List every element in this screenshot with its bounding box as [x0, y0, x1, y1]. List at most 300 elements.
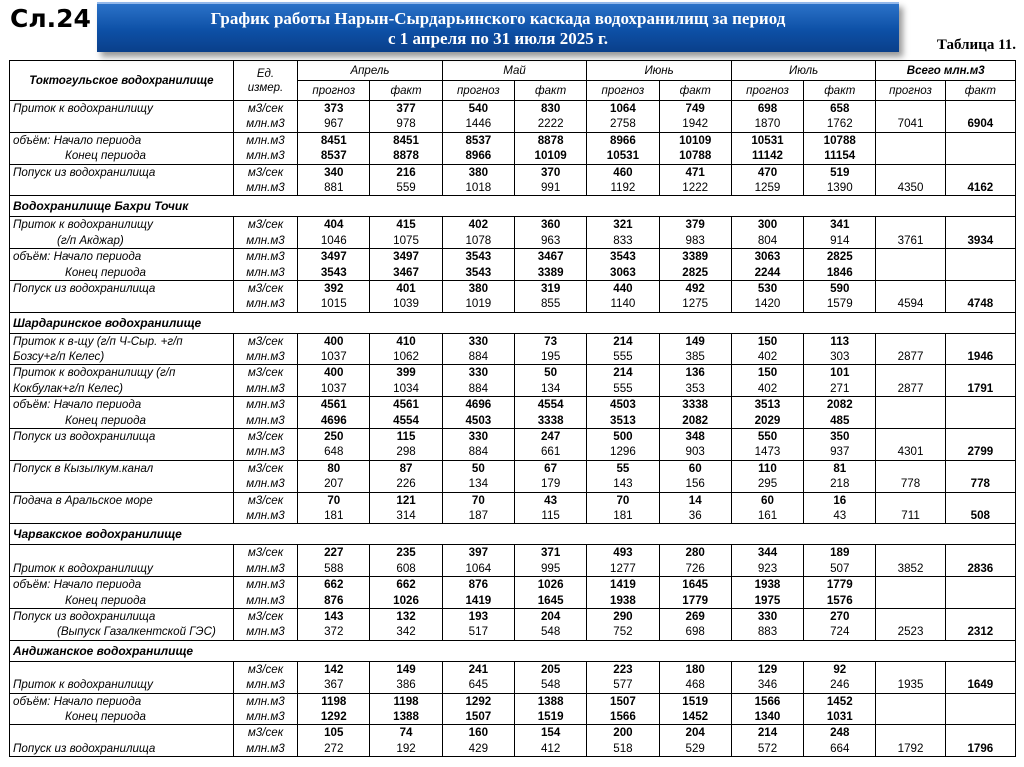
- cell-value: 386: [396, 678, 416, 692]
- cell-value: 492: [685, 281, 705, 295]
- value-cell: [514, 693, 586, 725]
- value-cell: [804, 545, 876, 577]
- total-forecast-cell: [876, 661, 945, 693]
- cell-value: 379: [685, 218, 705, 232]
- spacer: [876, 662, 944, 677]
- total-forecast-value: 3761: [897, 233, 924, 247]
- spacer: [876, 334, 944, 349]
- cell-value: 43: [544, 493, 558, 507]
- row-label: Приток к водохранилищу: [13, 678, 153, 692]
- cell-value: 134: [540, 381, 561, 395]
- value-cell: [587, 608, 659, 640]
- value-cell: [659, 164, 731, 196]
- value-cell: [587, 429, 659, 461]
- cell-value: 392: [324, 281, 344, 295]
- unit-cell: [233, 397, 297, 429]
- value-cell: [659, 101, 731, 133]
- cell-value: 995: [540, 561, 561, 575]
- cell-value: 1026: [393, 593, 419, 607]
- value-cell: [442, 217, 514, 249]
- row-label-cell: [10, 249, 234, 281]
- cell-value: 189: [830, 546, 850, 560]
- value-cell: [442, 280, 514, 312]
- spacer: [876, 249, 944, 264]
- row-label-cell: [10, 608, 234, 640]
- cell-value: 115: [396, 430, 416, 444]
- unit-value: млн.м3: [246, 709, 285, 723]
- cell-value: 1579: [826, 297, 853, 311]
- unit-cell: [233, 365, 297, 397]
- spacer: [876, 577, 944, 592]
- value-cell: [442, 249, 514, 281]
- value-cell: [514, 492, 586, 524]
- value-cell: [587, 333, 659, 365]
- value-cell: [298, 132, 370, 164]
- row-label-cell: [10, 217, 234, 249]
- cell-value: 493: [613, 546, 633, 560]
- unit-value: млн.м3: [246, 381, 285, 395]
- section-header-row: [10, 640, 1016, 661]
- unit-value: м3/сек: [247, 461, 284, 475]
- cell-value: 884: [468, 350, 489, 364]
- unit-value: млн.м3: [246, 678, 285, 692]
- value-cell: [804, 101, 876, 133]
- cell-value: 963: [540, 233, 561, 247]
- cell-value: 110: [758, 461, 777, 475]
- value-cell: [731, 577, 803, 609]
- value-cell: [298, 280, 370, 312]
- total-forecast-value: 2877: [897, 381, 924, 395]
- total-fact-cell: [945, 132, 1015, 164]
- total-forecast-value: [876, 709, 944, 724]
- cell-value: 402: [468, 218, 489, 232]
- value-cell: [442, 661, 514, 693]
- unit-value: млн.м3: [246, 508, 285, 522]
- spacer: [876, 493, 944, 508]
- header-sub: факт: [804, 81, 876, 101]
- value-cell: [731, 460, 803, 492]
- spacer: [876, 365, 944, 380]
- value-cell: [370, 577, 442, 609]
- row-label: Кокбулак+г/п Келес): [13, 381, 123, 395]
- cell-value: 2082: [826, 398, 853, 412]
- cell-value: 1292: [465, 694, 492, 708]
- value-cell: [731, 693, 803, 725]
- cell-value: 385: [685, 350, 705, 364]
- row-label-cell: [10, 577, 234, 609]
- cell-value: 115: [541, 508, 560, 522]
- cell-value: 3513: [754, 398, 781, 412]
- row-label-cell: [10, 429, 234, 461]
- cell-value: 142: [324, 662, 344, 676]
- row-label-cell: [10, 365, 234, 397]
- header-unit-col: [233, 61, 297, 101]
- unit-value: м3/сек: [247, 165, 284, 179]
- value-cell: [804, 429, 876, 461]
- total-forecast-value: 4350: [897, 180, 924, 194]
- row-label-cell: [10, 460, 234, 492]
- total-forecast-cell: [876, 397, 945, 429]
- cell-value: 412: [540, 741, 561, 755]
- value-cell: [514, 333, 586, 365]
- cell-value: 134: [468, 477, 489, 491]
- cell-value: 290: [613, 609, 633, 623]
- spacer: [946, 694, 1015, 709]
- cell-value: 74: [399, 726, 413, 740]
- row-label: Попуск из водохранилища: [13, 165, 156, 179]
- cell-value: 2244: [754, 265, 781, 279]
- table-row: [10, 492, 1016, 524]
- cell-value: 550: [757, 430, 778, 444]
- total-forecast-value: [876, 593, 944, 608]
- cell-value: 319: [540, 281, 561, 295]
- cell-value: 214: [757, 726, 778, 740]
- cell-value: 204: [685, 726, 705, 740]
- value-cell: [442, 132, 514, 164]
- row-label: объём: Начало периода: [13, 578, 142, 592]
- cell-value: 10109: [679, 133, 712, 147]
- cell-value: 8878: [537, 133, 564, 147]
- cell-value: 241: [468, 662, 489, 676]
- value-cell: [804, 661, 876, 693]
- cell-value: 1420: [754, 297, 781, 311]
- unit-value: м3/сек: [247, 726, 284, 740]
- value-cell: [442, 429, 514, 461]
- unit-value: млн.м3: [246, 741, 285, 755]
- unit-value: млн.м3: [246, 117, 285, 131]
- spacer: [946, 609, 1015, 624]
- row-label: Попуск в Кызылкум.канал: [13, 461, 154, 475]
- cell-value: 518: [613, 741, 633, 755]
- cell-value: 402: [757, 381, 778, 395]
- cell-value: 360: [540, 218, 561, 232]
- table-row: [10, 693, 1016, 725]
- value-cell: [370, 460, 442, 492]
- cell-value: 60: [688, 461, 702, 475]
- value-cell: [659, 725, 731, 757]
- cell-value: 161: [757, 508, 778, 522]
- spacer: [876, 281, 944, 296]
- row-label: Конец периода: [65, 413, 146, 427]
- cell-value: 195: [540, 350, 561, 364]
- cell-value: 404: [324, 218, 344, 232]
- value-cell: [731, 661, 803, 693]
- cell-value: 192: [396, 741, 416, 755]
- cell-value: 429: [468, 741, 489, 755]
- cell-value: 8537: [320, 149, 347, 163]
- value-cell: [514, 429, 586, 461]
- value-cell: [514, 280, 586, 312]
- cell-value: 1452: [682, 709, 709, 723]
- total-fact-value: 1796: [967, 741, 994, 755]
- value-cell: [731, 217, 803, 249]
- cell-value: 70: [471, 493, 485, 507]
- table-row: [10, 577, 1016, 609]
- cell-value: 11154: [824, 149, 856, 163]
- unit-cell: [233, 429, 297, 461]
- value-cell: [731, 725, 803, 757]
- row-label: объём: Начало периода: [13, 694, 142, 708]
- value-cell: [514, 661, 586, 693]
- value-cell: [514, 101, 586, 133]
- cell-value: 855: [540, 297, 561, 311]
- cell-value: 2758: [610, 117, 636, 131]
- row-label: объём: Начало периода: [13, 250, 142, 264]
- cell-value: 2222: [537, 117, 564, 131]
- cell-value: 749: [685, 102, 705, 115]
- value-cell: [659, 429, 731, 461]
- value-cell: [298, 693, 370, 725]
- cell-value: 3389: [682, 250, 709, 264]
- unit-cell: [233, 132, 297, 164]
- cell-value: 460: [613, 165, 633, 179]
- value-cell: [659, 132, 731, 164]
- cell-value: 346: [757, 678, 778, 692]
- total-fact-cell: [945, 545, 1015, 577]
- cell-value: 1975: [754, 593, 781, 607]
- total-fact-cell: [945, 249, 1015, 281]
- unit-cell: [233, 545, 297, 577]
- unit-value: млн.м3: [246, 350, 285, 364]
- total-fact-cell: [945, 693, 1015, 725]
- spacer: [946, 249, 1015, 264]
- value-cell: [731, 429, 803, 461]
- value-cell: [370, 132, 442, 164]
- cell-value: 1031: [826, 709, 853, 723]
- row-label: Бозсу+г/п Келес): [13, 350, 105, 364]
- section-header-row: [10, 196, 1016, 217]
- value-cell: [442, 545, 514, 577]
- cell-value: 330: [468, 334, 489, 348]
- cell-value: 132: [396, 609, 416, 623]
- value-cell: [659, 460, 731, 492]
- unit-value: м3/сек: [247, 281, 284, 295]
- row-label: Приток к водохранилищу: [13, 218, 153, 232]
- cell-value: 1064: [610, 102, 636, 115]
- cell-value: 223: [613, 662, 633, 676]
- total-fact-value: 508: [970, 508, 990, 522]
- total-fact-value: 4748: [967, 297, 994, 311]
- row-label: Конец периода: [65, 709, 146, 723]
- cell-value: 3338: [682, 398, 709, 412]
- cell-value: 4554: [393, 413, 419, 427]
- cell-value: 341: [830, 218, 850, 232]
- cell-value: 55: [616, 461, 630, 475]
- value-cell: [442, 577, 514, 609]
- cell-value: 555: [613, 350, 633, 364]
- cell-value: 1390: [826, 180, 853, 194]
- total-forecast-cell: [876, 333, 945, 365]
- cell-value: 658: [830, 102, 850, 115]
- cell-value: 1259: [754, 180, 781, 194]
- cell-value: 400: [324, 366, 344, 380]
- cell-value: 1198: [321, 694, 347, 708]
- cell-value: 1576: [826, 593, 853, 607]
- unit-value: млн.м3: [246, 233, 285, 247]
- total-fact-cell: [945, 280, 1015, 312]
- row-label-cell: [10, 164, 234, 196]
- cell-value: 367: [324, 678, 344, 692]
- cell-value: 662: [396, 578, 416, 592]
- total-fact-value: 2799: [967, 445, 994, 459]
- value-cell: [659, 365, 731, 397]
- cell-value: 154: [540, 726, 561, 740]
- cell-value: 1779: [826, 578, 853, 592]
- cell-value: 50: [544, 366, 558, 380]
- cell-value: 548: [540, 678, 561, 692]
- table-row: [10, 132, 1016, 164]
- spacer: [876, 429, 944, 444]
- cell-value: 10109: [534, 149, 567, 163]
- cell-value: 1507: [465, 709, 492, 723]
- row-label: Конец периода: [65, 593, 146, 607]
- spacer: [946, 217, 1015, 232]
- cell-value: 4696: [465, 398, 492, 412]
- value-cell: [587, 280, 659, 312]
- total-fact-value: 2836: [967, 561, 994, 575]
- cell-value: 8878: [393, 149, 419, 163]
- total-fact-value: [946, 265, 1015, 280]
- section-title: Шардаринское водохранилище: [10, 312, 1016, 333]
- cell-value: 884: [468, 381, 489, 395]
- value-cell: [370, 397, 442, 429]
- cell-value: 4503: [610, 398, 636, 412]
- total-forecast-value: 778: [900, 477, 921, 491]
- value-cell: [804, 280, 876, 312]
- value-cell: [804, 577, 876, 609]
- cell-value: 330: [468, 430, 489, 444]
- cell-value: 298: [396, 445, 416, 459]
- cell-value: 883: [757, 625, 778, 639]
- value-cell: [298, 397, 370, 429]
- cell-value: 937: [830, 445, 850, 459]
- unit-cell: [233, 249, 297, 281]
- cell-value: 8966: [610, 133, 636, 147]
- total-forecast-cell: [876, 577, 945, 609]
- unit-value: млн.м3: [246, 477, 285, 491]
- total-forecast-value: 1935: [897, 678, 924, 692]
- unit-value: млн.м3: [246, 265, 285, 279]
- cell-value: 353: [685, 381, 705, 395]
- value-cell: [442, 164, 514, 196]
- total-fact-cell: [945, 492, 1015, 524]
- value-cell: [298, 608, 370, 640]
- cell-value: 121: [396, 493, 416, 507]
- cell-value: 555: [613, 381, 633, 395]
- cell-value: 401: [396, 281, 416, 295]
- value-cell: [514, 397, 586, 429]
- value-cell: [804, 249, 876, 281]
- spacer: [876, 165, 944, 180]
- total-fact-cell: [945, 365, 1015, 397]
- cell-value: 143: [613, 477, 633, 491]
- value-cell: [370, 661, 442, 693]
- cell-value: 507: [830, 561, 850, 575]
- cell-value: 1645: [682, 578, 709, 592]
- cell-value: 588: [324, 561, 344, 575]
- unit-cell: [233, 217, 297, 249]
- value-cell: [731, 365, 803, 397]
- cell-value: 248: [830, 726, 850, 740]
- cell-value: 10531: [606, 149, 640, 163]
- cell-value: 81: [833, 461, 847, 475]
- value-cell: [442, 492, 514, 524]
- unit-value: млн.м3: [246, 297, 285, 311]
- row-label-cell: [10, 545, 234, 577]
- header-row-months: [10, 61, 1016, 81]
- value-cell: [804, 365, 876, 397]
- cell-value: 372: [324, 625, 344, 639]
- cell-value: 16: [833, 493, 847, 507]
- cell-value: 608: [396, 561, 416, 575]
- row-label: [13, 545, 233, 560]
- unit-value: млн.м3: [246, 625, 285, 639]
- slide-number: Сл.24: [10, 4, 91, 33]
- cell-value: 1140: [610, 297, 636, 311]
- cell-value: 205: [540, 662, 561, 676]
- spacer: [946, 165, 1015, 180]
- spacer: [946, 493, 1015, 508]
- cell-value: 876: [324, 593, 344, 607]
- value-cell: [442, 608, 514, 640]
- cell-value: 517: [468, 625, 489, 639]
- unit-value: м3/сек: [247, 662, 284, 676]
- total-fact-cell: [945, 661, 1015, 693]
- cell-value: 3543: [465, 250, 492, 264]
- value-cell: [298, 429, 370, 461]
- value-cell: [370, 608, 442, 640]
- spacer: [876, 725, 944, 740]
- cell-value: 373: [324, 102, 344, 115]
- header-unit-line-1: Ед.: [256, 67, 275, 80]
- cell-value: 1846: [826, 265, 853, 279]
- total-forecast-cell: [876, 164, 945, 196]
- value-cell: [370, 693, 442, 725]
- unit-value: млн.м3: [246, 578, 285, 592]
- value-cell: [298, 101, 370, 133]
- total-forecast-value: 2877: [897, 350, 924, 364]
- cell-value: 1296: [610, 445, 636, 459]
- cell-value: 280: [685, 546, 705, 560]
- cell-value: 207: [324, 477, 344, 491]
- cell-value: 1446: [465, 117, 492, 131]
- cell-value: 440: [613, 281, 633, 295]
- value-cell: [731, 492, 803, 524]
- cell-value: 150: [757, 366, 778, 380]
- value-cell: [370, 101, 442, 133]
- value-cell: [370, 217, 442, 249]
- reservoir-schedule-table: [9, 60, 1016, 757]
- cell-value: 342: [396, 625, 416, 639]
- cell-value: 1388: [393, 709, 419, 723]
- unit-cell: [233, 693, 297, 725]
- cell-value: 330: [757, 609, 778, 623]
- cell-value: 11142: [752, 149, 783, 163]
- total-fact-value: 4162: [967, 180, 994, 194]
- unit-value: млн.м3: [246, 180, 285, 194]
- cell-value: 662: [324, 578, 344, 592]
- total-fact-value: 1791: [967, 381, 994, 395]
- unit-cell: [233, 492, 297, 524]
- cell-value: 903: [685, 445, 705, 459]
- cell-value: 1222: [682, 180, 709, 194]
- header-month: Май: [442, 61, 587, 81]
- value-cell: [731, 397, 803, 429]
- value-cell: [659, 217, 731, 249]
- row-label: Попуск из водохранилища: [13, 609, 156, 623]
- cell-value: 1198: [393, 694, 419, 708]
- cell-value: 10788: [679, 149, 712, 163]
